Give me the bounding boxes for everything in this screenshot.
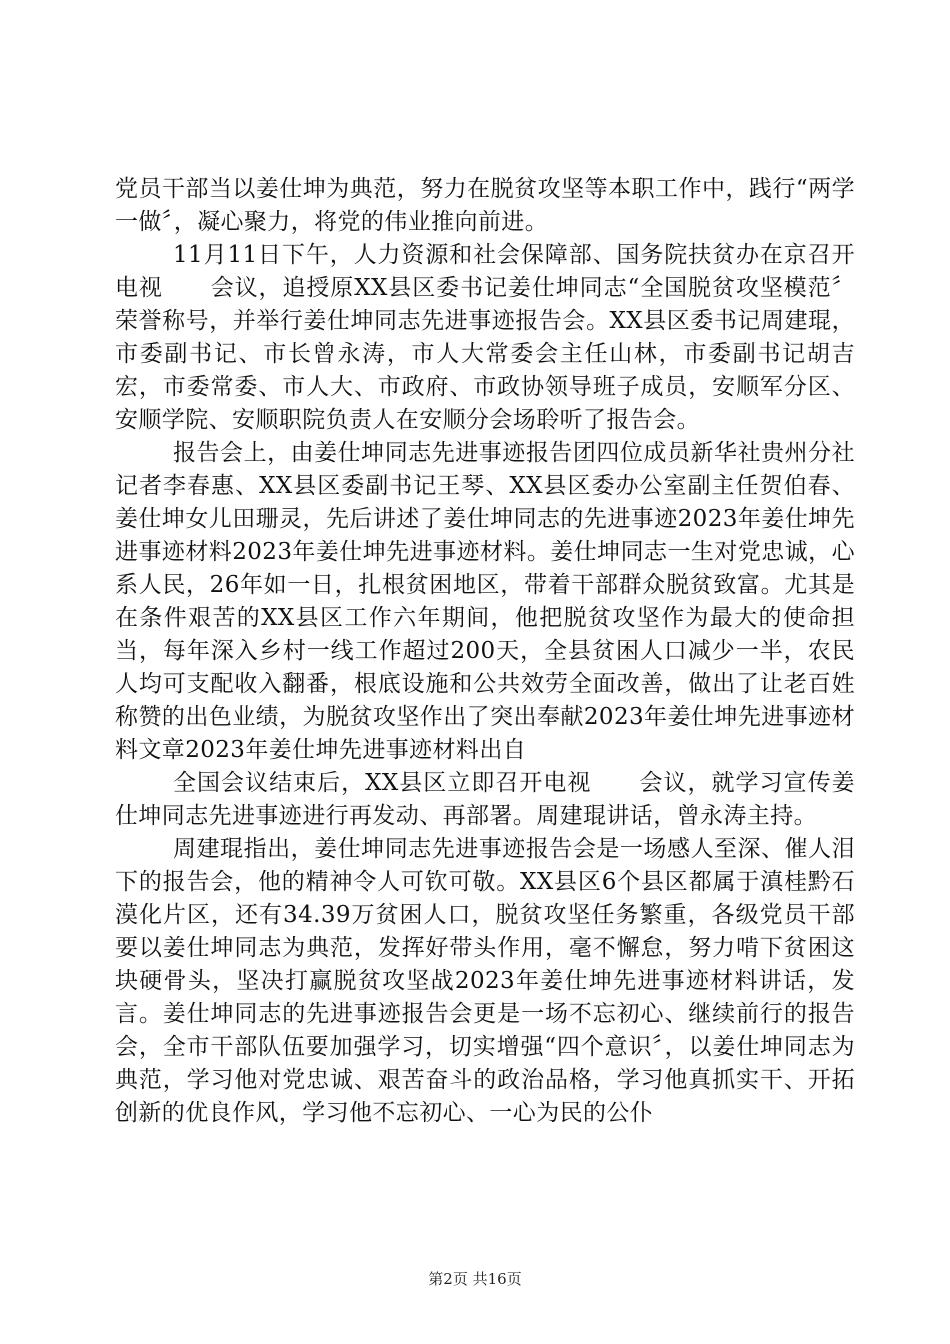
- paragraph-1: 党员干部当以姜仕坤为典范，努力在脱贫攻坚等本职工作中，践行“两学一做〞，凝心聚力，将党的伟业推向前进。: [115, 176, 855, 235]
- paragraph-5: 周建琨指出，姜仕坤同志先进事迹报告会是一场感人至深、催人泪下的报告会，他的精神令人可钦可敬。XX县区6个县区都属于滇桂黔石漠化片区，还有34.39万贫困人口，脱贫攻坚任务繁重，各级党员干部要以姜仕坤同志为典范，发挥好带头作用，毫不懈怠，努力啃下贫困这块硬骨头，坚决打赢脱贫攻坚战2023年姜仕坤先进事迹材料讲话，发言。姜仕坤同志的先进事迹报告会更是一场不忘初心、继续前行的报告会，全市干部队伍要加强学习，切实增强“四个意识〞，以姜仕坤同志为典范，学习他对党忠诚、艰苦奋斗的政治品格，学习他真抓实干、开拓创新的优良作风，学习他不忘初心、一心为民的公仆: [115, 836, 855, 1126]
- document-body: [115, 173, 855, 1130]
- paragraph-2: 11月11日下午，人力资源和社会保障部、国务院扶贫办在京召开电视 会议，追授原XX县区委书记姜仕坤同志“全国脱贫攻坚模范〞荣誉称号，并举行姜仕坤同志先进事迹报告会。XX县区委书记周建琨，市委副书记、市长曾永涛，市人大常委会主任山林，市委副书记胡吉宏，市委常委、市人大、市政府、市政协领导班子成员，安顺军分区、安顺学院、安顺职院负责人在安顺分会场聆听了报告会。: [115, 242, 855, 433]
- paragraph-3: 报告会上，由姜仕坤同志先进事迹报告团四位成员新华社贵州分社记者李春惠、XX县区委副书记王琴、XX县区委办公室副主任贺伯春、姜仕坤女儿田珊灵，先后讲述了姜仕坤同志的先进事迹2023年姜仕坤先进事迹材料2023年姜仕坤先进事迹材料。姜仕坤同志一生对党忠诚，心系人民，26年如一日，扎根贫困地区，带着干部群众脱贫致富。尤其是在条件艰苦的XX县区工作六年期间，他把脱贫攻坚作为最大的使命担当，每年深入乡村一线工作超过200天，全县贫困人口减少一半，农民人均可支配收入翻番，根底设施和公共效劳全面改善，做出了让老百姓称赞的出色业绩，为脱贫攻坚作出了突出奉献2023年姜仕坤先进事迹材料文章2023年姜仕坤先进事迹材料出自: [115, 440, 855, 763]
- page-number-footer: 第2页 共16页: [428, 1270, 522, 1288]
- paragraph-4: 全国会议结束后，XX县区立即召开电视 会议，就学习宣传姜仕坤同志先进事迹进行再发动、再部署。周建琨讲话，曾永涛主持。: [115, 770, 855, 829]
